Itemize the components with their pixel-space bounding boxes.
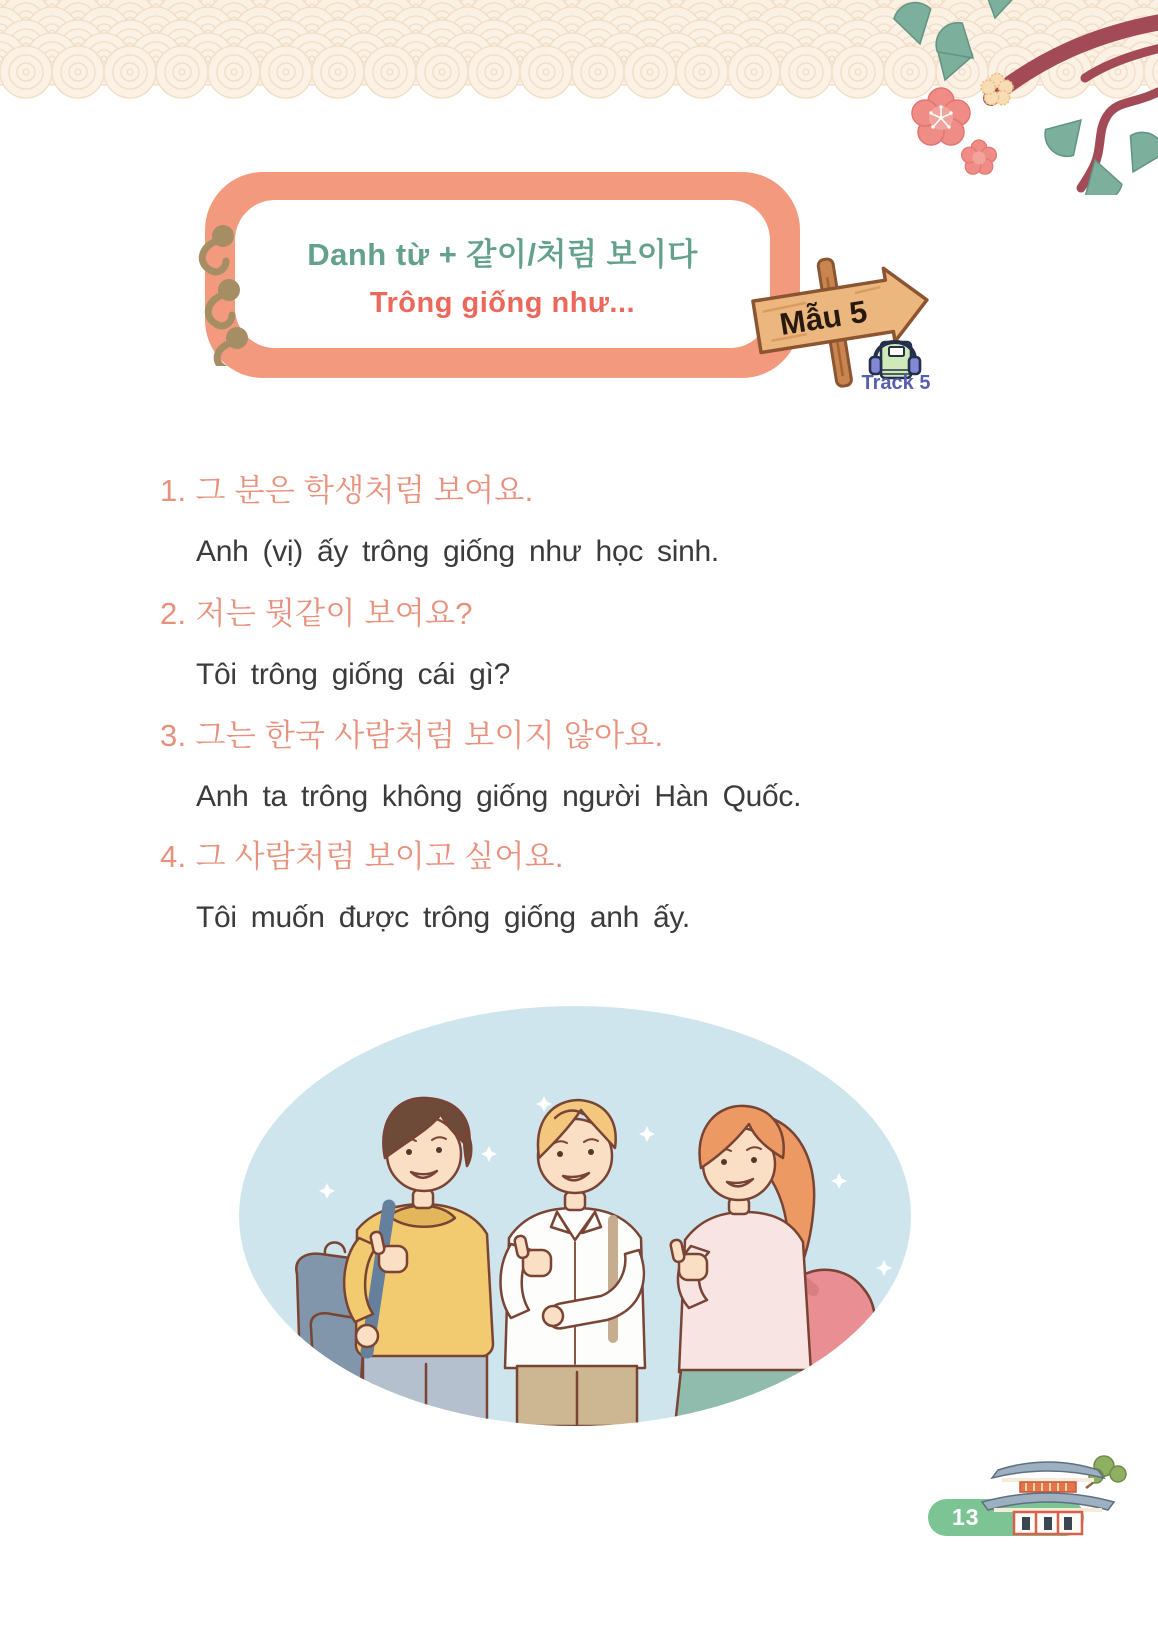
example-korean: 1. 그 분은 학생처럼 보여요. (160, 473, 534, 508)
example-item (160, 597, 920, 692)
pattern-badge-label: Mẫu 5 (777, 293, 870, 342)
example-number: 1. (160, 473, 187, 508)
track-label: Track 5 (861, 372, 931, 394)
example-item (160, 474, 920, 569)
example-item (160, 840, 920, 935)
grammar-pattern-translation: Trông giống như... (369, 286, 636, 319)
ring-binder-icon (182, 216, 262, 366)
title-card-inner (235, 200, 770, 348)
example-korean: 2. 저는 뭣같이 보여요? (160, 596, 473, 631)
example-vietnamese: Anh (vị) ấy trông giống như học sinh. (196, 535, 719, 568)
example-korean: 4. 그 사람처럼 보이고 싶어요. (160, 839, 564, 874)
page-number: 13 (952, 1504, 980, 1530)
example-number: 2. (160, 596, 187, 631)
ginkgo-branch-blossom-decoration (845, 0, 1158, 195)
example-vietnamese: Tôi trông giống cái gì? (196, 658, 510, 691)
example-korean: 3. 그는 한국 사람처럼 보이지 않아요. (160, 718, 664, 753)
example-vietnamese: Anh ta trông không giống người Hàn Quốc. (196, 780, 802, 813)
example-vietnamese: Tôi muốn được trông giống anh ấy. (196, 901, 690, 934)
title-card (205, 172, 800, 378)
example-number: 4. (160, 839, 187, 874)
three-students-thumbs-up-illustration (239, 1006, 911, 1426)
grammar-pattern-title: Danh từ + 같이/처럼 보이다 (307, 236, 698, 272)
korean-palace-icon (968, 1444, 1128, 1538)
example-number: 3. (160, 718, 187, 753)
example-item (160, 719, 920, 814)
